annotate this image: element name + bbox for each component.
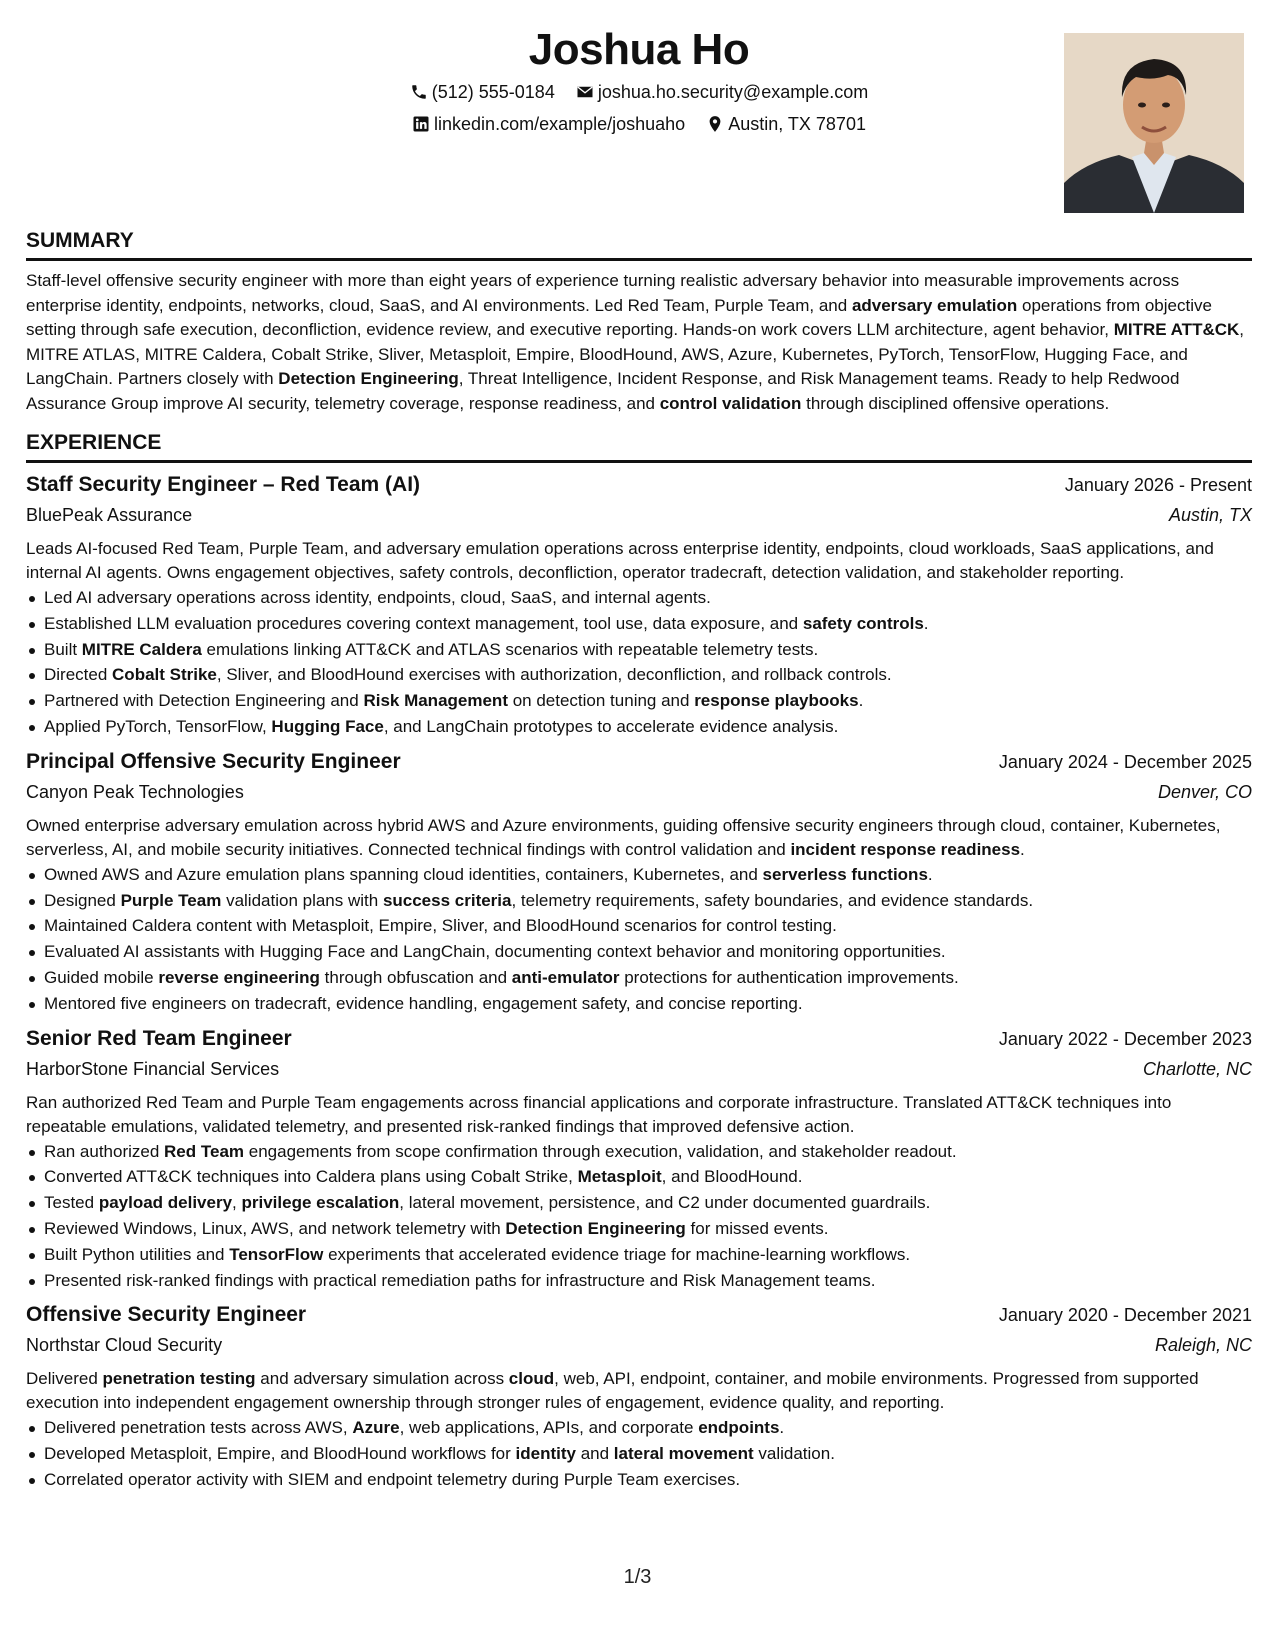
text-run: , Threat Intelligence, Incident Response, and Risk Management teams. Ready to help Redwood Assurance Group improve AI security, telemetry coverage, response readiness, and <box>26 369 1180 413</box>
text-run: protections for authentication improvements. <box>619 967 959 987</box>
bold-keyword: Azure <box>352 1418 400 1438</box>
bold-keyword: cloud <box>508 1369 555 1389</box>
job-bullet <box>44 913 1252 939</box>
bold-keyword: penetration testing <box>102 1369 256 1389</box>
text-run: Maintained Caldera content with Metasploit, Empire, Sliver, and BloodHound scenarios for control testing. <box>44 916 837 936</box>
text-run: Converted ATT&CK techniques into Caldera plans using Cobalt Strike, <box>44 1167 578 1187</box>
bold-keyword: Risk Management <box>363 691 508 711</box>
job-description <box>26 1367 1252 1415</box>
page-number: 1/3 <box>623 1566 652 1588</box>
bold-keyword: MITRE Caldera <box>81 639 202 659</box>
job-bullet <box>44 1164 1252 1190</box>
bold-keyword: control validation <box>659 393 802 413</box>
text-run: Delivered <box>26 1369 103 1389</box>
text-run: Reviewed Windows, Linux, AWS, and network telemetry with <box>44 1218 506 1238</box>
text-run: Directed <box>44 665 113 685</box>
text-run: Owned enterprise adversary emulation across hybrid AWS and Azure environments, guiding offensive security engineers through cloud, container, Kubernetes, serverless, AI, and mobile security initiatives. Connected technical findings with control validation and <box>26 815 1221 859</box>
job-description <box>26 814 1252 862</box>
job-company: BluePeak Assurance <box>26 505 193 525</box>
text-run: Owned AWS and Azure emulation plans spanning cloud identities, containers, Kubernetes, and <box>44 864 763 884</box>
job-bullets <box>26 585 1252 740</box>
text-run: Correlated operator activity with SIEM and endpoint telemetry during Purple Team exercises. <box>44 1469 741 1489</box>
text-run: Led AI adversary operations across identity, endpoints, cloud, SaaS, and internal agents. <box>44 588 711 607</box>
job-title: Offensive Security Engineer <box>26 1303 307 1327</box>
text-run: through obfuscation and <box>319 967 512 987</box>
job-header <box>26 1301 1252 1329</box>
bold-keyword: anti-emulator <box>511 967 620 987</box>
job-bullet <box>44 1467 1252 1493</box>
text-run: Partnered with Detection Engineering and <box>44 691 364 711</box>
job-bullets <box>26 862 1252 1017</box>
job-bullet <box>44 714 1252 740</box>
job-title: Principal Offensive Security Engineer <box>26 749 401 773</box>
text-run: Tested <box>44 1193 99 1213</box>
text-run: Guided mobile <box>44 967 159 987</box>
linkedin-text[interactable]: linkedin.com/example/joshuaho <box>434 114 686 134</box>
text-run: Evaluated AI assistants with Hugging Face and LangChain, documenting context behavior and monitoring opportunities. <box>44 942 946 962</box>
email-text[interactable]: joshua.ho.security@example.com <box>597 82 869 102</box>
bold-keyword: adversary emulation <box>851 295 1018 315</box>
text-run: . <box>858 691 864 711</box>
text-run: Developed Metasploit, Empire, and BloodHound workflows for <box>44 1444 516 1464</box>
job-header <box>26 748 1252 776</box>
contact-email[interactable] <box>576 80 868 104</box>
job-bullets <box>26 1415 1252 1492</box>
text-run: , telemetry requirements, safety boundaries, and evidence standards. <box>511 890 1034 910</box>
job-subheader <box>26 1331 1252 1359</box>
bold-keyword: payload delivery <box>98 1193 233 1213</box>
location-text: Austin, TX 78701 <box>728 114 866 134</box>
contact-linkedin[interactable] <box>412 112 685 136</box>
job-bullet <box>44 965 1252 991</box>
bold-keyword: Detection Engineering <box>505 1218 686 1238</box>
text-run: . <box>779 1418 785 1438</box>
job-bullet <box>44 1139 1252 1165</box>
job-description <box>26 1091 1252 1139</box>
bold-keyword: response playbooks <box>694 691 859 711</box>
bold-keyword: Detection Engineering <box>278 369 459 388</box>
text-run: Delivered penetration tests across AWS, <box>44 1418 353 1438</box>
job-company: HarborStone Financial Services <box>26 1058 280 1079</box>
job-entry <box>26 471 1252 740</box>
bold-keyword: safety controls <box>802 613 924 633</box>
contact-location <box>706 112 866 136</box>
text-run: . <box>1020 839 1025 859</box>
phone-text: (512) 555-0184 <box>431 82 555 102</box>
text-run: emulations linking ATT&CK and ATLAS scenarios with repeatable telemetry tests. <box>201 639 819 659</box>
profile-photo <box>1064 33 1244 213</box>
text-run: , Sliver, and BloodHound exercises with authorization, deconfliction, and rollback controls. <box>216 665 892 685</box>
text-run: , MITRE ATLAS, MITRE Caldera, Cobalt Strike, Sliver, Metasploit, Empire, BloodHound, AWS, Azure, Kubernetes, PyTorch, TensorFlow, Hugging Face, and LangChain. Partners closely with <box>26 320 1245 388</box>
text-run: validation. <box>753 1444 835 1464</box>
job-bullet <box>44 1190 1252 1216</box>
job-entry <box>26 1025 1252 1294</box>
bold-keyword: Cobalt Strike <box>112 665 217 685</box>
job-title: Senior Red Team Engineer <box>26 1026 292 1050</box>
job-header <box>26 471 1252 499</box>
resume-page <box>26 24 1252 1493</box>
text-run: experiments that accelerated evidence triage for machine-learning workflows. <box>323 1244 911 1264</box>
bold-keyword: TensorFlow <box>229 1244 324 1264</box>
text-run: Ran authorized <box>44 1141 165 1161</box>
text-run: , and BloodHound. <box>661 1167 803 1187</box>
text-run: . <box>927 864 933 884</box>
text-run: Mentored five engineers on tradecraft, evidence handling, engagement safety, and concise reporting. <box>44 993 803 1013</box>
job-bullet <box>44 862 1252 888</box>
job-dates: January 2020 - December 2021 <box>998 1305 1252 1326</box>
resume-header <box>26 24 1252 214</box>
text-run: Presented risk-ranked findings with practical remediation paths for infrastructure and Risk Management teams. <box>44 1270 876 1290</box>
bold-keyword: privilege escalation <box>241 1193 400 1213</box>
job-bullet <box>44 662 1252 688</box>
text-run: on detection tuning and <box>507 691 695 711</box>
text-run: , <box>232 1193 242 1213</box>
job-bullet <box>44 1268 1252 1294</box>
text-run: engagements from scope confirmation through execution, validation, and stakeholder readout. <box>244 1141 957 1161</box>
summary-heading: SUMMARY <box>26 228 1252 261</box>
linkedin-icon <box>412 115 430 133</box>
candidate-name: Joshua Ho <box>528 25 750 74</box>
bold-keyword: Hugging Face <box>271 716 384 736</box>
job-subheader <box>26 778 1252 806</box>
bold-keyword: identity <box>515 1444 576 1464</box>
profile-photo-illustration <box>1064 33 1244 213</box>
job-bullet <box>44 888 1252 914</box>
job-location: Denver, CO <box>1157 781 1252 802</box>
contact-phone <box>410 80 555 104</box>
job-entry <box>26 748 1252 1017</box>
job-location: Charlotte, NC <box>1142 1058 1252 1079</box>
envelope-icon <box>576 83 594 101</box>
job-bullet <box>44 637 1252 663</box>
job-bullet <box>44 611 1252 637</box>
bold-keyword: lateral movement <box>613 1444 754 1464</box>
text-run: and <box>575 1444 614 1464</box>
job-bullet <box>44 1242 1252 1268</box>
job-location: Raleigh, NC <box>1154 1335 1252 1356</box>
bold-keyword: incident response readiness <box>790 839 1021 859</box>
text-run: Designed <box>44 890 121 910</box>
summary-paragraph <box>26 269 1252 416</box>
bold-keyword: MITRE ATT&CK <box>1113 320 1240 339</box>
text-run: Built Python utilities and <box>44 1244 230 1264</box>
text-run: Applied PyTorch, TensorFlow, <box>44 716 272 736</box>
job-bullet <box>44 1216 1252 1242</box>
job-title: Staff Security Engineer – Red Team (AI) <box>26 473 421 496</box>
text-run: , web, API, endpoint, container, and mobile environments. Progressed from supported execution into independent engagement ownership through stronger rules of engagement, evidence quality, and reporting. <box>26 1369 1199 1413</box>
job-company: Canyon Peak Technologies <box>26 781 244 802</box>
bold-keyword: success criteria <box>382 890 512 910</box>
job-location: Austin, TX <box>1168 505 1252 525</box>
job-subheader <box>26 501 1252 529</box>
text-run: Established LLM evaluation procedures covering context management, tool use, data exposure, and <box>44 613 803 633</box>
bold-keyword: endpoints <box>698 1418 780 1438</box>
job-header <box>26 1025 1252 1053</box>
bold-keyword: Metasploit <box>577 1167 662 1187</box>
text-run: for missed events. <box>685 1218 829 1238</box>
experience-list <box>26 471 1252 1493</box>
job-description <box>26 537 1252 585</box>
map-pin-icon <box>706 115 724 133</box>
job-bullet <box>44 1441 1252 1467</box>
text-run: Leads AI-focused Red Team, Purple Team, and adversary emulation operations across enterprise identity, endpoints, cloud workloads, SaaS applications, and internal AI agents. Owns engagement objectives, safety controls, deconfliction, operator tradecraft, detection validation, and stakeholder reporting. <box>26 539 1214 582</box>
text-run: operations from objective setting through safe execution, deconfliction, evidence review, and executive reporting. Hands-on work covers LLM architecture, agent behavior, <box>26 295 1212 339</box>
job-subheader <box>26 1055 1252 1083</box>
job-bullet <box>44 939 1252 965</box>
bold-keyword: Red Team <box>164 1141 245 1161</box>
job-bullet <box>44 688 1252 714</box>
job-bullet <box>44 991 1252 1017</box>
phone-icon <box>410 83 428 101</box>
text-run: through disciplined offensive operations. <box>801 393 1110 413</box>
experience-heading: EXPERIENCE <box>26 430 1252 463</box>
text-run: , lateral movement, persistence, and C2 under documented guardrails. <box>399 1193 931 1213</box>
job-company: Northstar Cloud Security <box>26 1335 223 1356</box>
job-bullet <box>44 585 1252 611</box>
text-run: . <box>923 613 929 633</box>
job-bullet <box>44 1415 1252 1441</box>
text-run: , and LangChain prototypes to accelerate evidence analysis. <box>383 716 839 736</box>
job-entry <box>26 1301 1252 1492</box>
text-run: Built <box>44 639 82 659</box>
job-dates: January 2026 - Present <box>1064 475 1252 495</box>
bold-keyword: serverless functions <box>762 864 928 884</box>
job-dates: January 2024 - December 2025 <box>998 751 1252 772</box>
text-run: Staff-level offensive security engineer with more than eight years of experience turning realistic adversary behavior into measurable improvements across enterprise identity, endpoints, networks, cloud, SaaS, and AI environments. Led Red Team, Purple Team, and <box>26 271 1180 315</box>
text-run: and adversary simulation across <box>255 1369 509 1389</box>
job-bullets <box>26 1139 1252 1294</box>
text-run: Ran authorized Red Team and Purple Team engagements across financial applications and corporate infrastructure. Translated ATT&CK techniques into repeatable emulations, validated telemetry, and presented risk-ranked findings that improved defensive action. <box>26 1092 1172 1136</box>
job-dates: January 2022 - December 2023 <box>998 1028 1252 1049</box>
bold-keyword: reverse engineering <box>158 967 320 987</box>
text-run: validation plans with <box>221 890 383 910</box>
text-run: , web applications, APIs, and corporate <box>399 1418 699 1438</box>
bold-keyword: Purple Team <box>120 890 222 910</box>
